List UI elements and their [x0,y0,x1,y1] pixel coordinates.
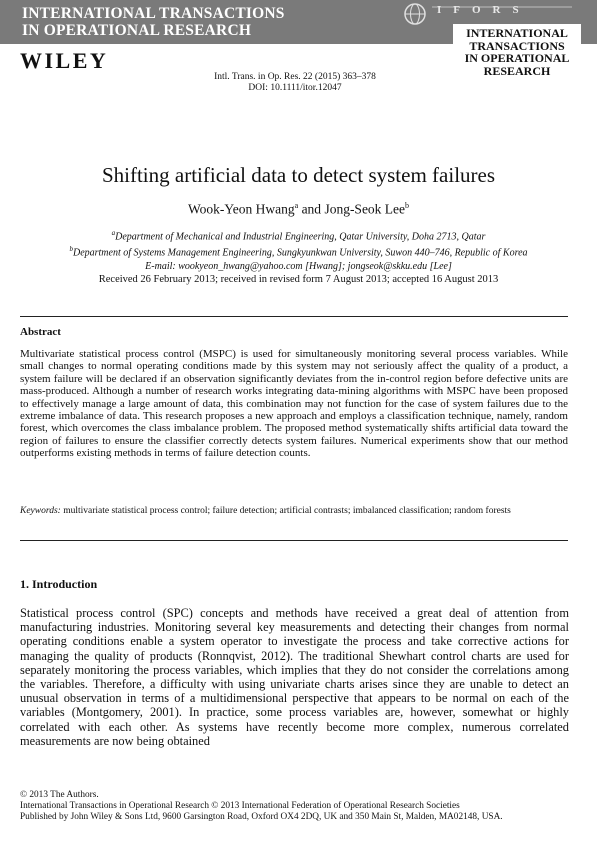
keywords [20,505,568,517]
author-conjunction: and [298,201,325,217]
author-emails: E-mail: wookyeon_hwang@yahoo.com [Hwang]; jongseok@skku.edu [Lee] [145,260,452,272]
abstract-bottom-rule [20,540,568,541]
affiliation-b-text: Department of Systems Management Engineering, Sungkyunkwan University, Suwon 440–746, Republic of Korea [72,247,528,259]
affiliations [0,227,597,273]
keywords-label: Keywords: [20,506,61,516]
ifors-letters: IFORS [437,4,531,16]
box-line-3: IN OPERATIONAL [464,51,570,65]
affiliation-a-text: Department of Mechanical and Industrial Engineering, Qatar University, Doha 2713, Qatar [115,231,486,243]
author-2: Jong-Seok Lee [324,201,406,217]
author-1: Wook-Yeon Hwang [187,201,295,217]
journal-name-banner [22,5,352,39]
citation-line: Intl. Trans. in Op. Res. 22 (2015) 363–378 [214,72,376,82]
article-title: Shifting artificial data to detect system failures [101,163,496,187]
footer-copyright: © 2013 The Authors. [20,790,99,800]
journal-name-line1: INTERNATIONAL TRANSACTIONS [22,5,285,22]
citation-block [200,72,390,94]
box-line-1: INTERNATIONAL [466,26,568,40]
affiliation-a-mark: a [111,229,116,237]
abstract-top-rule [20,316,568,317]
journal-name-line2: IN OPERATIONAL RESEARCH [22,22,252,39]
abstract-heading: Abstract [20,326,61,338]
footer-line-3: Published by John Wiley & Sons Ltd, 9600 Garsington Road, Oxford OX4 2DQ, UK and 350 Main St, Malden, MA02148, USA. [20,812,503,822]
section-heading-introduction: 1. Introduction [20,577,98,591]
author-line [0,201,597,218]
author-1-affil-mark: a [294,201,299,210]
affiliation-b-mark: b [69,245,73,254]
received-dates: Received 26 February 2013; received in revised form 7 August 2013; accepted 16 August 2013 [98,274,499,285]
affiliation-b [0,243,597,259]
author-2-affil-mark: b [405,201,410,210]
journal-title-box [453,24,581,82]
affiliation-a [0,227,597,243]
wiley-logo: WILEY [20,48,109,73]
box-line-4: RESEARCH [483,63,551,78]
footer-line-2: International Transactions in Operational Research © 2013 International Federation of Operational Research Societies [20,801,460,811]
keywords-list: multivariate statistical process control; failure detection; artificial contrasts; imbalanced classification; random forests [60,506,511,516]
box-line-2: TRANSACTIONS [469,38,565,53]
abstract-body: Multivariate statistical process control (MSPC) is used for simultaneously monitoring several process variables. While small changes to normal operating conditions made by this system may not seriously affect the quality of a product, a system failure will be declared if an observation significantly deviates from the in-control region before defective units are mass-produced. Although a number of research works integrating data-mining algorithms with MSPC have been proposed to effectively manage a large amount of data, this combination may not function for the case of system failures due to the extreme imbalance of data. This research proposes a new approach and employs a classification technique, namely, random forest, which overcomes the class imbalance problem. The proposed method systematically shifts artificial data toward the region of failures to ensure the classifier correctly detects system failures. Numerical experiments show that our method outperforms existing methods in terms of failure detection counts. [20,348,568,460]
doi-line: DOI: 10.1111/itor.12047 [248,83,342,93]
introduction-body: Statistical process control (SPC) concepts and methods have received a great deal of attention from manufacturing industries. Monitoring several key measurements and detecting their changes from normal operating conditions enable a system operator to investigate the process and take corrective actions for managing the quality of products (Ronnqvist, 2012). The traditional Shewhart control charts are used for separately monitoring the process variables, which implies that they do not consider the correlations among the variables. Therefore, a difficulty with using univariate charts arises since they are unable to detect an unusual observation in terms of a multidimensional perspective that appears to be normal on each of the variables (Montgomery, 2001). In practice, some process variables are, however, somewhat or highly correlated with each other. As systems have recently become more complex, numerous correlated measurements are now being obtained [20,606,569,748]
copyright-footer [20,790,570,823]
